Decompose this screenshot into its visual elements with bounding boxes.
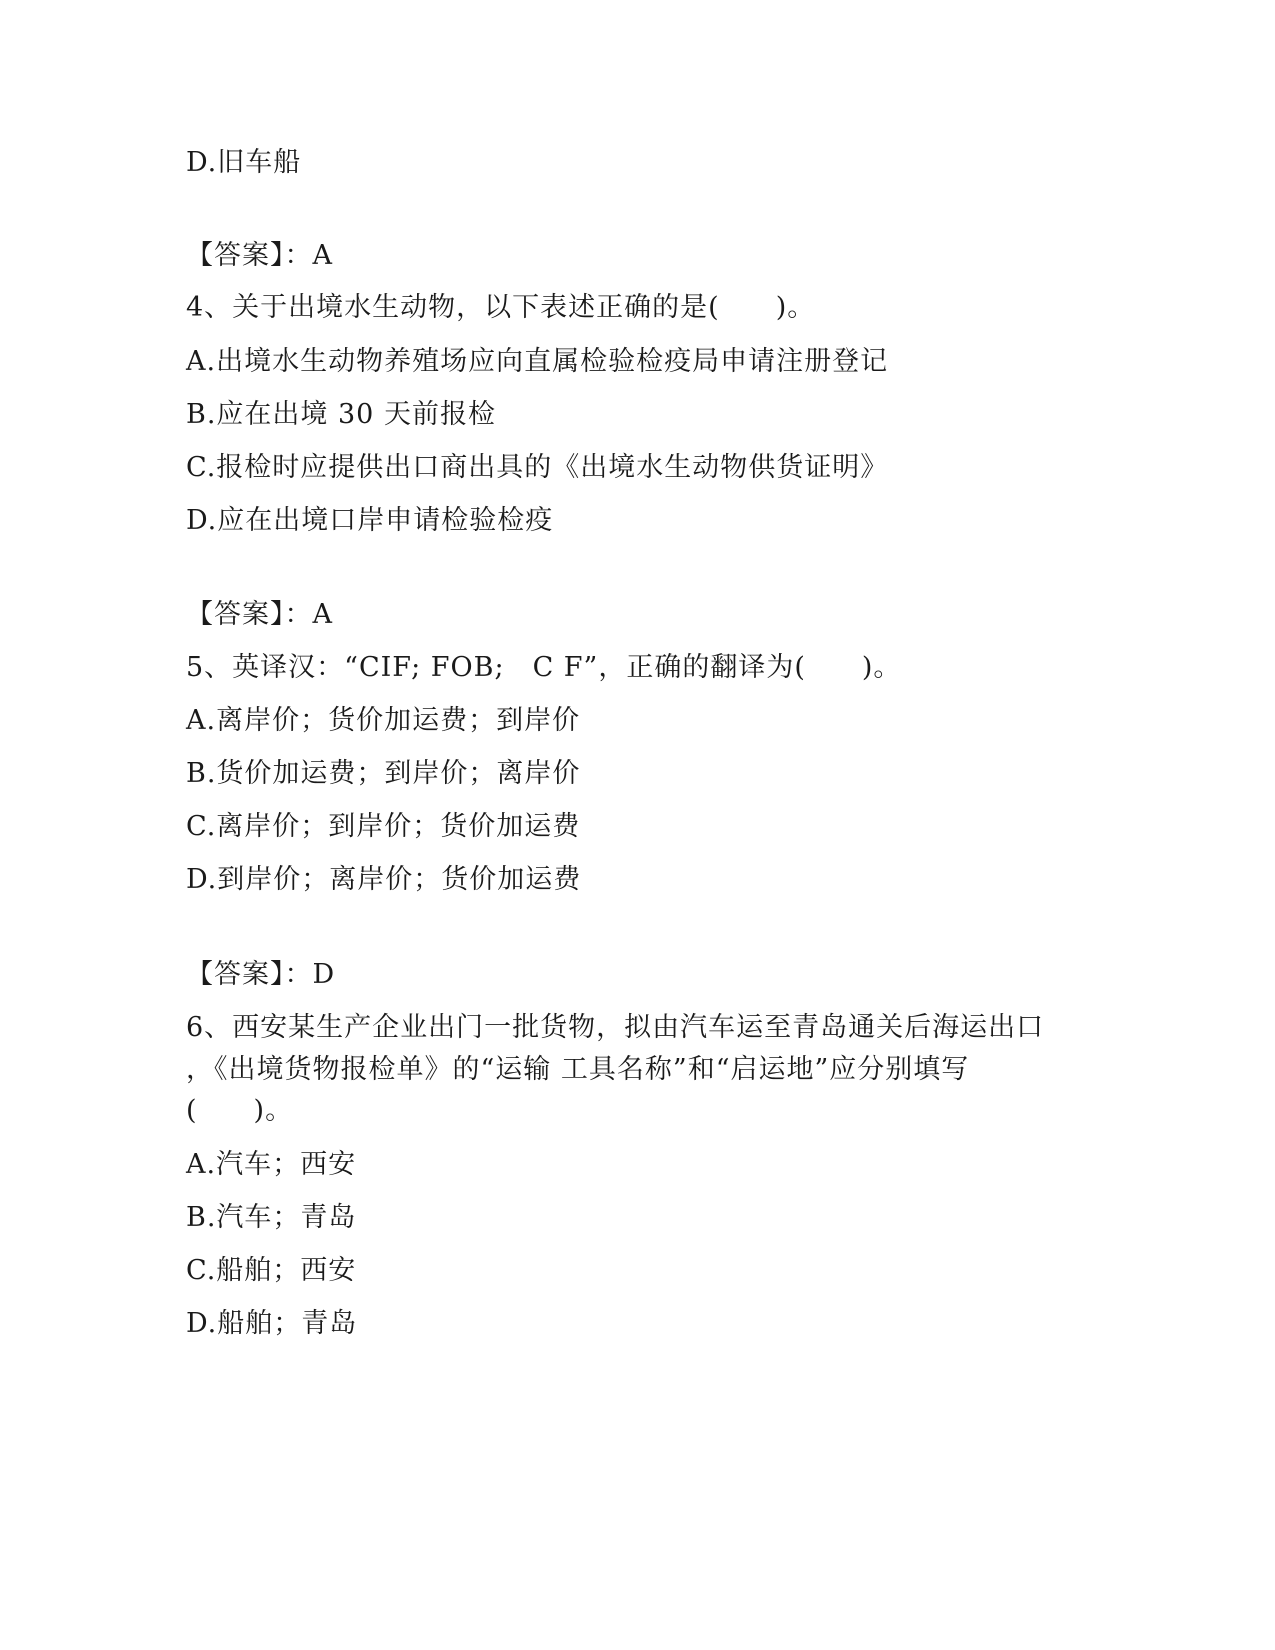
q4-option-c: C.报检时应提供出口商出具的《出境水生动物供货证明》 bbox=[186, 452, 889, 483]
q4-option-d: D.应在出境口岸申请检验检疫 bbox=[186, 505, 554, 536]
q4-option-b: B.应在出境 30 天前报检 bbox=[186, 399, 496, 430]
q4-question: 4、关于出境水生动物，以下表述正确的是( )。 bbox=[186, 292, 816, 323]
q5-option-d: D.到岸价；离岸价；货价加运费 bbox=[186, 864, 582, 895]
q6-question-line-1: 6、西安某生产企业出门一批货物，拟由汽车运至青岛通关后海运出口 bbox=[186, 1012, 1045, 1043]
q4-option-a: A.出境水生动物养殖场应向直属检验检疫局申请注册登记 bbox=[186, 346, 889, 377]
q3-answer: 【答案】：A bbox=[186, 240, 333, 271]
q5-question: 5、英译汉：“CIF; FOB; C F”，正确的翻译为( )。 bbox=[186, 652, 902, 683]
q6-option-d: D.船舶；青岛 bbox=[186, 1308, 358, 1339]
q4-answer: 【答案】：A bbox=[186, 599, 333, 630]
q3-option-d: D.旧车船 bbox=[186, 147, 302, 178]
q5-option-a: A.离岸价；货价加运费；到岸价 bbox=[186, 705, 581, 736]
q6-option-c: C.船舶；西安 bbox=[186, 1255, 357, 1286]
q6-option-a: A.汽车；西安 bbox=[186, 1149, 357, 1180]
q5-option-b: B.货价加运费；到岸价；离岸价 bbox=[186, 758, 581, 789]
q6-question-line-2: ，《出境货物报检单》的“运输 工具名称”和“启运地”应分别填写 bbox=[186, 1054, 970, 1085]
q6-option-b: B.汽车；青岛 bbox=[186, 1202, 357, 1233]
q5-answer: 【答案】：D bbox=[186, 959, 336, 990]
q5-option-c: C.离岸价；到岸价；货价加运费 bbox=[186, 811, 581, 842]
q6-question-line-3: ( )。 bbox=[186, 1095, 294, 1126]
